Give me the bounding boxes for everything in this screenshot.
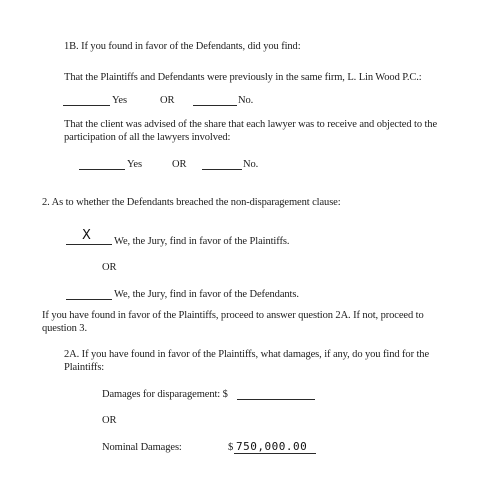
question-1b-statement-b: That the client was advised of the share that each lawyer was to receive and objected to the participation of all the lawyers involved: [64,119,438,143]
statement-b-no-blank[interactable] [202,169,242,170]
statement-b-yes-label: Yes [127,159,142,170]
statement-a-yes-blank[interactable] [63,105,110,106]
statement-a-no-label: No. [238,95,254,106]
question-1b-statement-a: That the Plaintiffs and Defendants were previously in the same firm, L. Lin Wood P.C.: [64,72,422,83]
plaintiffs-option-blank[interactable] [66,244,112,245]
nominal-damages-blank[interactable] [234,453,316,454]
statement-a-yes-label: Yes [112,95,127,106]
question-1b-heading: 1B. If you found in favor of the Defendants, did you find: [64,41,301,52]
nominal-damages-label: Nominal Damages: [102,442,182,453]
question-2a-or-label: OR [102,415,117,426]
defendants-option-blank[interactable] [66,299,112,300]
question-2-instruction: If you have found in favor of the Plaintiffs, proceed to answer question 2A. If not, proceed to question 3. [42,310,424,334]
defendants-option-label: We, the Jury, find in favor of the Defendants. [114,289,299,300]
statement-b-yes-blank[interactable] [79,169,125,170]
question-2-heading: 2. As to whether the Defendants breached the non-disparagement clause: [42,197,341,208]
statement-a-or-label: OR [160,95,175,106]
disparagement-damages-label: Damages for disparagement: $ [102,389,228,400]
statement-a-no-blank[interactable] [193,105,237,106]
question-2-or-label: OR [102,262,117,273]
nominal-damages-currency: $ [228,442,234,453]
statement-b-or-label: OR [172,159,187,170]
disparagement-damages-blank[interactable] [237,399,315,400]
nominal-damages-value: 750,000.00 [236,440,308,453]
plaintiffs-option-mark: X [82,228,91,243]
question-2a-heading: 2A. If you have found in favor of the Plaintiffs, what damages, if any, do you find for the Plaintiffs: [64,349,430,373]
plaintiffs-option-label: We, the Jury, find in favor of the Plaintiffs. [114,236,290,247]
statement-b-no-label: No. [243,159,259,170]
